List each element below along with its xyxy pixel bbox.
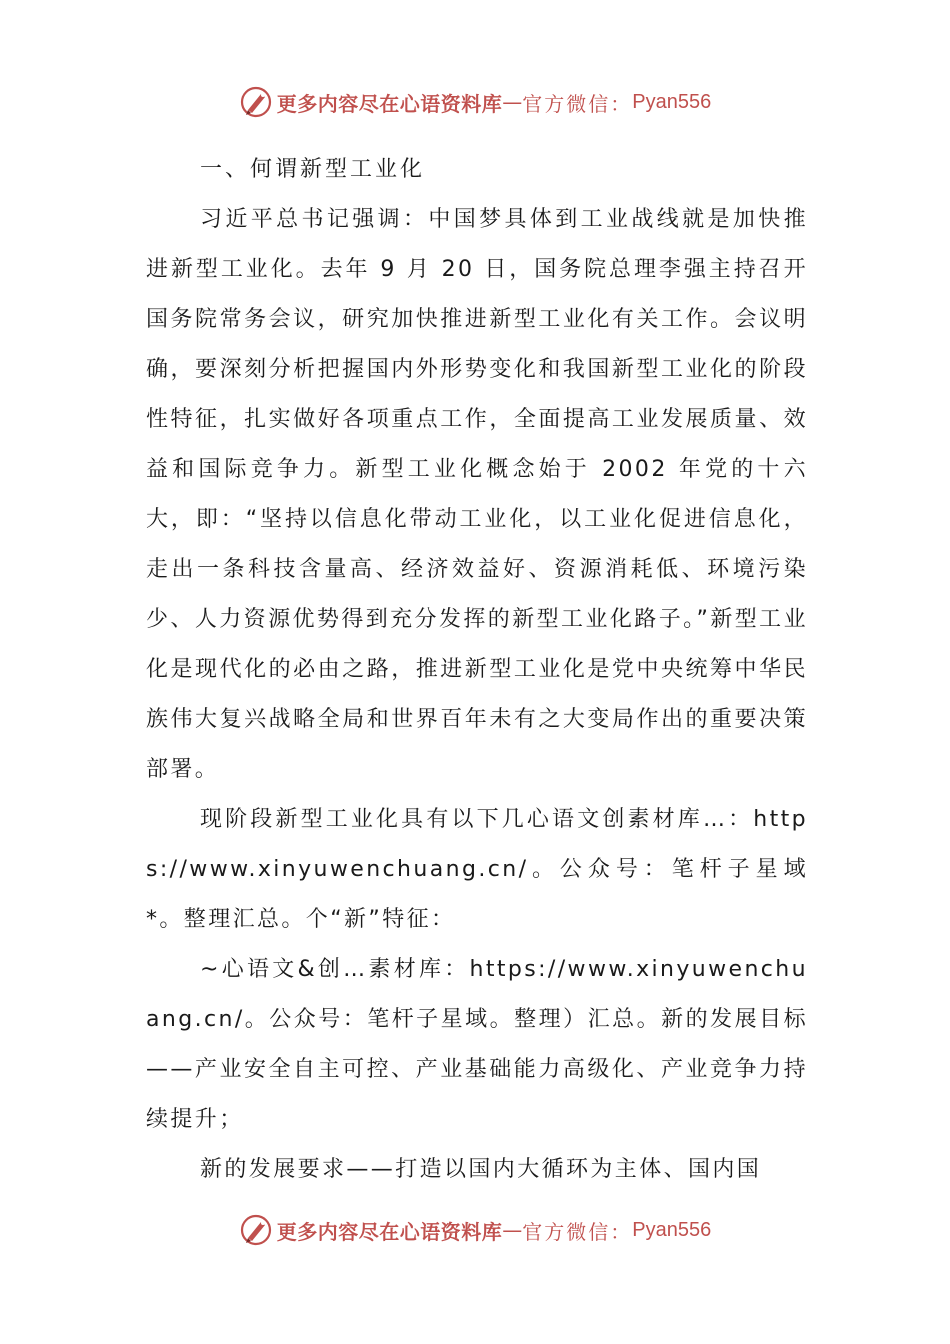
section-heading: 一、何谓新型工业化 xyxy=(200,157,426,182)
paragraph-features: 现阶段新型工业化具有以下几心语文创素材库…：https://www.xinyuwenchuang.cn/。公众号：笔杆子星域*。整理汇总。个“新”特征： xyxy=(146,807,808,932)
paragraph-goal: ~心语文&创…素材库：https://www.xinyuwenchuang.cn/。公众号：笔杆子星域。整理）汇总。新的发展目标——产业安全自主可控、产业基础能力高级化、产业竞争力持续提升； xyxy=(146,957,808,1132)
footer-banner xyxy=(0,1210,950,1250)
paragraph-intro: 习近平总书记强调：中国梦具体到工业战线就是加快推进新型工业化。去年 9 月 20 日，国务院总理李强主持召开国务院常务会议，研究加快推进新型工业化有关工作。会议明确，要深刻分析把握国内外形势变化和我国新型工业化的阶段性特征，扎实做好各项重点工作，全面提高工业发展质量、效益和国际竞争力。新型工业化概念始于 2002 年党的十六大，即：“坚持以信息化带动工业化，以工业化促进信息化，走出一条科技含量高、经济效益好、资源消耗低、环境污染少、人力资源优势得到充分发挥的新型工业化路子。”新型工业化是现代化的必由之路，推进新型工业化是党中央统筹中华民族伟大复兴战略全局和世界百年未有之大变局作出的重要决策部署。 xyxy=(146,207,808,782)
footer-sub-text: 官方微信： xyxy=(522,1219,633,1244)
pen-circle-icon xyxy=(239,1213,273,1247)
document-body xyxy=(146,145,808,1195)
banner-dash: — xyxy=(502,90,523,114)
header-banner xyxy=(0,82,950,122)
banner-sub-text: 官方微信： xyxy=(522,91,633,116)
footer-main-text: 更多内容尽在心语资料库 xyxy=(276,1219,503,1244)
footer-dash: — xyxy=(502,1218,523,1242)
footer-wechat-id: Pyan556 xyxy=(632,1218,712,1241)
banner-wechat-id: Pyan556 xyxy=(632,90,712,113)
paragraph-requirement: 新的发展要求——打造以国内大循环为主体、国内国 xyxy=(200,1157,762,1182)
banner-main-text: 更多内容尽在心语资料库 xyxy=(276,91,503,116)
pen-circle-icon xyxy=(239,85,273,119)
